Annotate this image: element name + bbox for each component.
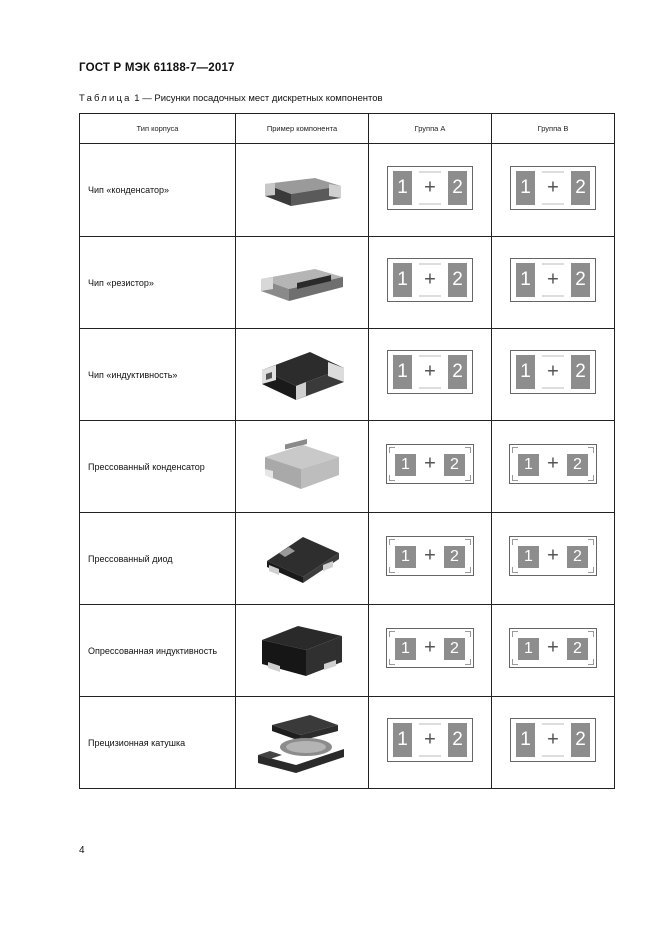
- molded-inductor-photo-icon: [254, 618, 350, 684]
- pad-2: 2: [448, 171, 467, 205]
- group-b-pattern: [492, 421, 615, 513]
- land-pattern: [510, 350, 596, 394]
- pad-1: 1: [518, 546, 539, 568]
- molded-diode-photo-icon: [259, 531, 345, 587]
- pad-1: 1: [393, 171, 412, 205]
- table-caption: [79, 93, 383, 104]
- pad-2: 2: [448, 263, 467, 297]
- center-cross-icon: +: [547, 268, 559, 291]
- table-row: [80, 237, 615, 329]
- group-a-pattern: [369, 329, 492, 421]
- table-header-row: [80, 114, 615, 144]
- land-pattern: [510, 166, 596, 210]
- group-a-pattern: [369, 605, 492, 697]
- pad-1: 1: [516, 263, 535, 297]
- component-image-cell: [236, 697, 369, 789]
- table-row: [80, 513, 615, 605]
- package-name: Чип «резистор»: [80, 237, 236, 329]
- group-b-pattern: [492, 329, 615, 421]
- center-cross-icon: +: [547, 636, 559, 659]
- col-header-package: Тип корпуса: [80, 114, 236, 144]
- pad-1: 1: [395, 454, 416, 476]
- package-name: Чип «конденсатор»: [80, 144, 236, 237]
- chip-resistor-photo-icon: [257, 261, 347, 305]
- table-row: [80, 329, 615, 421]
- pad-1: 1: [395, 638, 416, 660]
- pad-1: 1: [518, 638, 539, 660]
- center-cross-icon: +: [547, 360, 559, 383]
- land-pattern: [387, 258, 473, 302]
- pad-1: 1: [516, 355, 535, 389]
- pad-2: 2: [571, 723, 590, 757]
- land-pattern: [510, 258, 596, 302]
- col-header-group-b: Группа В: [492, 114, 615, 144]
- group-b-pattern: [492, 605, 615, 697]
- package-name: Прессованный диод: [80, 513, 236, 605]
- component-image-cell: [236, 421, 369, 513]
- center-cross-icon: +: [424, 544, 436, 567]
- component-image-cell: [236, 605, 369, 697]
- land-pattern: [509, 444, 597, 484]
- group-a-pattern: [369, 697, 492, 789]
- pad-1: 1: [516, 723, 535, 757]
- pad-2: 2: [444, 454, 465, 476]
- pad-1: 1: [516, 171, 535, 205]
- table-row: [80, 144, 615, 237]
- pad-2: 2: [571, 263, 590, 297]
- land-pattern: [387, 350, 473, 394]
- pad-2: 2: [567, 454, 588, 476]
- col-header-example: Пример компонента: [236, 114, 369, 144]
- pad-2: 2: [448, 355, 467, 389]
- group-b-pattern: [492, 144, 615, 237]
- table-caption-text: 1 — Рисунки посадочных мест дискретных компонентов: [134, 93, 383, 104]
- pad-1: 1: [393, 355, 412, 389]
- chip-inductor-photo-icon: [252, 344, 352, 406]
- table-caption-prefix: Таблица: [79, 93, 132, 104]
- pad-2: 2: [567, 546, 588, 568]
- land-pattern: [386, 444, 474, 484]
- group-b-pattern: [492, 513, 615, 605]
- land-pattern-table: [79, 113, 615, 789]
- package-name: Чип «индуктивность»: [80, 329, 236, 421]
- group-a-pattern: [369, 237, 492, 329]
- pad-2: 2: [444, 546, 465, 568]
- group-a-pattern: [369, 421, 492, 513]
- table-row: [80, 605, 615, 697]
- component-image-cell: [236, 329, 369, 421]
- land-pattern: [386, 628, 474, 668]
- component-image-cell: [236, 237, 369, 329]
- center-cross-icon: +: [424, 360, 436, 383]
- pad-2: 2: [444, 638, 465, 660]
- pad-2: 2: [448, 723, 467, 757]
- land-pattern: [510, 718, 596, 762]
- center-cross-icon: +: [547, 452, 559, 475]
- table-row: [80, 421, 615, 513]
- pad-2: 2: [567, 638, 588, 660]
- land-pattern: [509, 628, 597, 668]
- col-header-group-a: Группа А: [369, 114, 492, 144]
- package-name: Прессованный конденсатор: [80, 421, 236, 513]
- group-a-pattern: [369, 513, 492, 605]
- land-pattern: [387, 166, 473, 210]
- pad-1: 1: [518, 454, 539, 476]
- package-name: Прецизионная катушка: [80, 697, 236, 789]
- pad-1: 1: [395, 546, 416, 568]
- table-row: [80, 697, 615, 789]
- center-cross-icon: +: [424, 728, 436, 751]
- component-image-cell: [236, 144, 369, 237]
- chip-capacitor-photo-icon: [259, 170, 345, 210]
- group-a-pattern: [369, 144, 492, 237]
- component-image-cell: [236, 513, 369, 605]
- group-b-pattern: [492, 237, 615, 329]
- precision-coil-photo-icon: [252, 711, 352, 775]
- pad-2: 2: [571, 171, 590, 205]
- page-number: 4: [79, 845, 85, 856]
- land-pattern: [386, 536, 474, 576]
- center-cross-icon: +: [547, 728, 559, 751]
- molded-capacitor-photo-icon: [259, 439, 345, 495]
- center-cross-icon: +: [424, 636, 436, 659]
- pad-1: 1: [393, 263, 412, 297]
- center-cross-icon: +: [547, 544, 559, 567]
- document-header: ГОСТ Р МЭК 61188-7—2017: [79, 62, 235, 74]
- package-name: Опрессованная индуктивность: [80, 605, 236, 697]
- center-cross-icon: +: [424, 452, 436, 475]
- center-cross-icon: +: [424, 268, 436, 291]
- land-pattern: [509, 536, 597, 576]
- center-cross-icon: +: [547, 176, 559, 199]
- pad-2: 2: [571, 355, 590, 389]
- land-pattern: [387, 718, 473, 762]
- pad-1: 1: [393, 723, 412, 757]
- center-cross-icon: +: [424, 176, 436, 199]
- group-b-pattern: [492, 697, 615, 789]
